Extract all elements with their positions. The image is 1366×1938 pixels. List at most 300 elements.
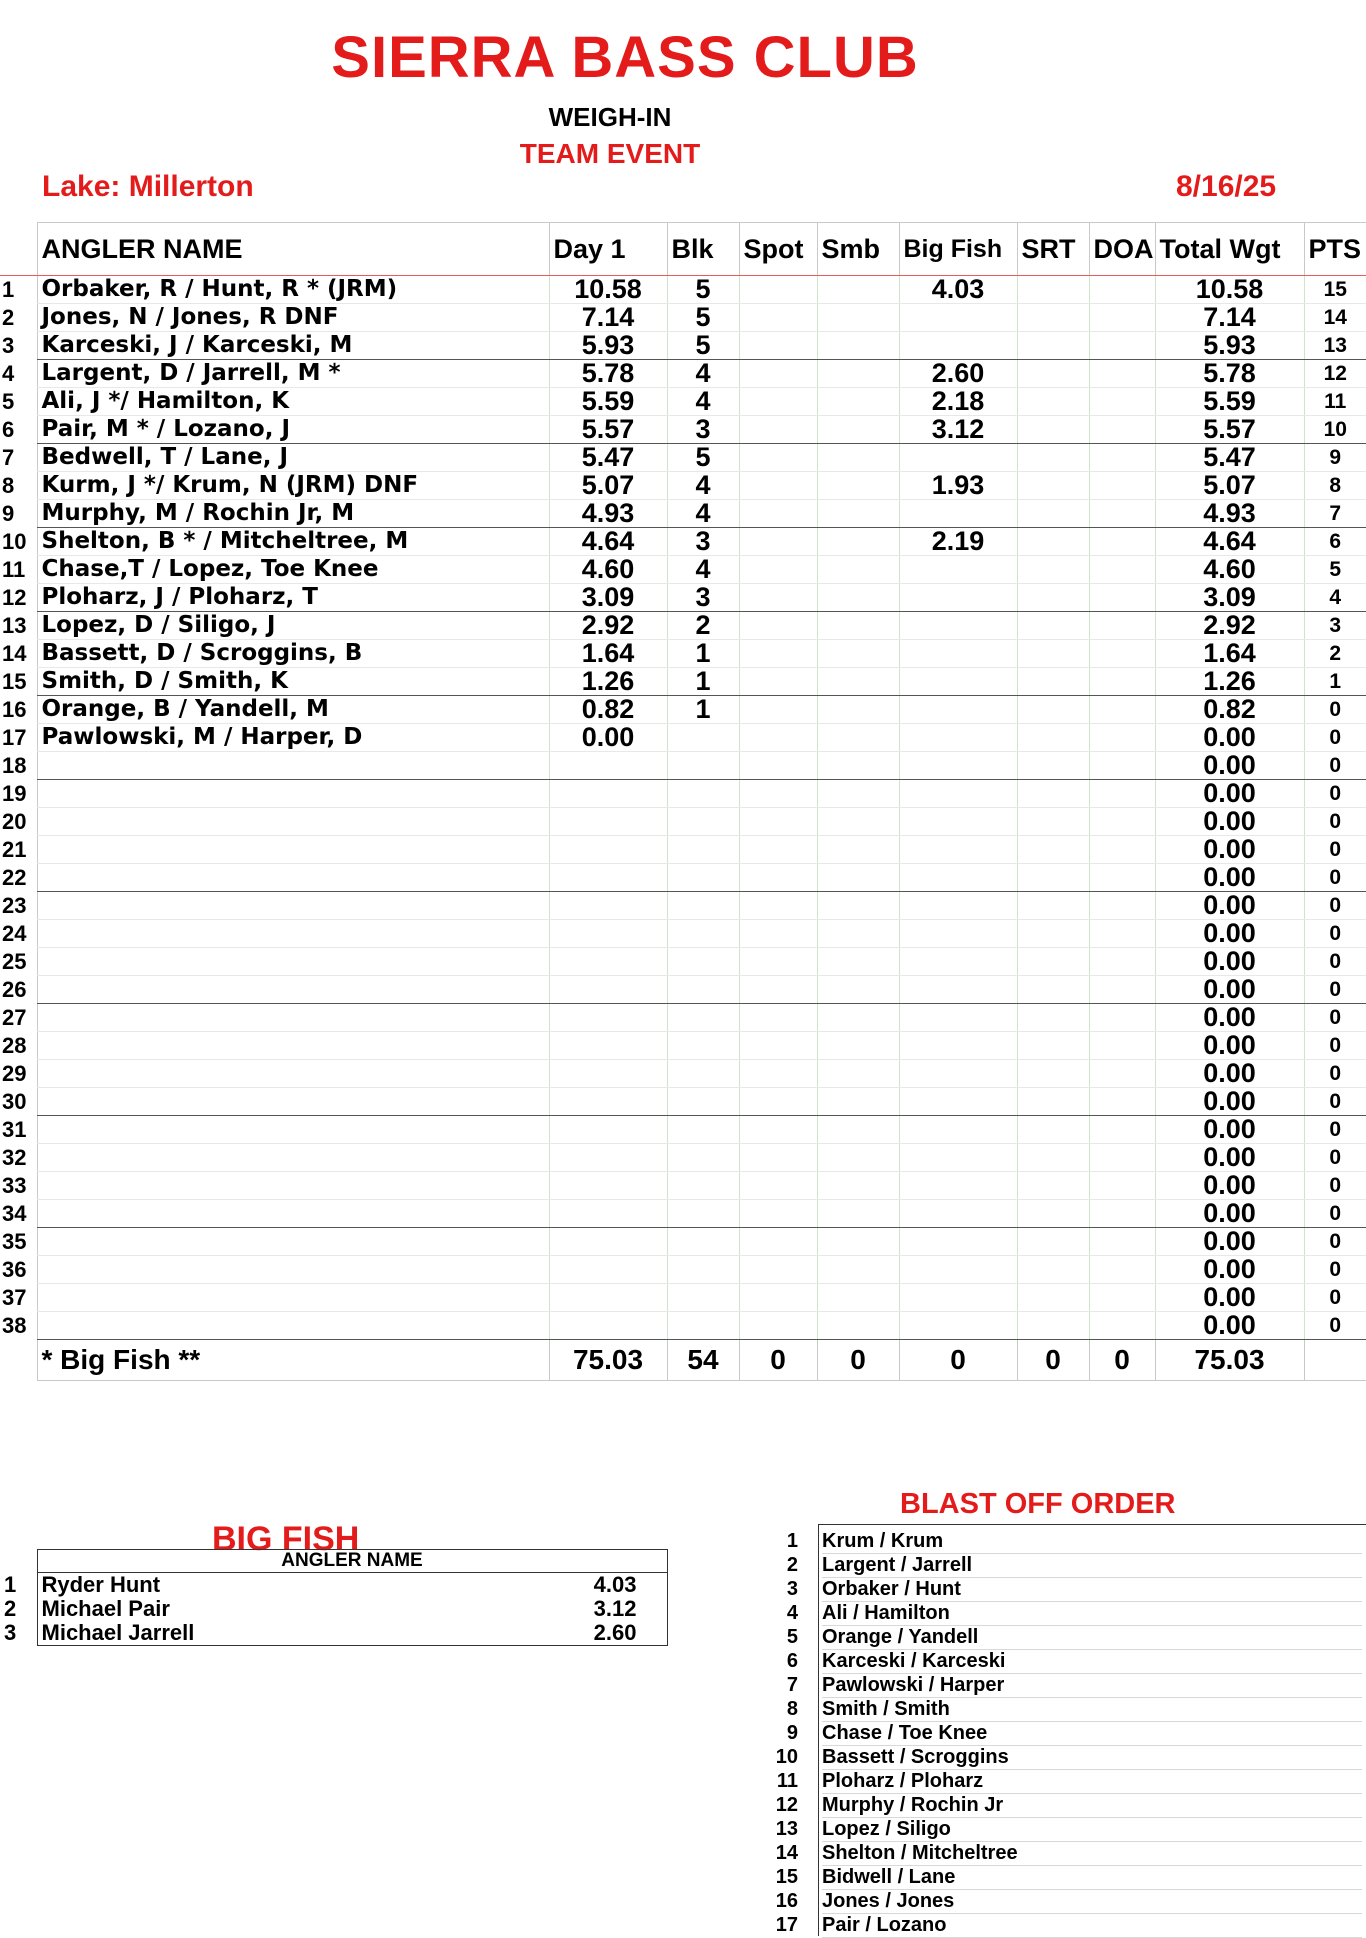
doa-count (1089, 1172, 1155, 1200)
row-number: 8 (2, 473, 15, 498)
spot-count (739, 948, 817, 976)
doa-count (1089, 1032, 1155, 1060)
points: 0 (1304, 1284, 1366, 1312)
angler-name: Bedwell, T / Lane, J (37, 444, 549, 472)
list-item (0, 1698, 1366, 1722)
doa-count (1089, 304, 1155, 332)
blk-count: 2 (667, 612, 739, 640)
total-weight: 0.00 (1155, 1172, 1304, 1200)
big-fish-weight (899, 668, 1017, 696)
blast-off-number: 16 (775, 1890, 798, 1912)
total-weight: 5.59 (1155, 388, 1304, 416)
blast-off-team: Chase / Toe Knee (822, 1722, 1362, 1746)
list-item (0, 1530, 1366, 1554)
srt-count (1017, 1312, 1089, 1340)
doa-count (1089, 1144, 1155, 1172)
doa-count (1089, 696, 1155, 724)
angler-name: Smith, D / Smith, K (37, 668, 549, 696)
blk-count: 5 (667, 444, 739, 472)
spot-count (739, 836, 817, 864)
doa-count (1089, 1228, 1155, 1256)
srt-count (1017, 724, 1089, 752)
angler-name (37, 1284, 549, 1312)
table-row (0, 948, 1366, 976)
points: 11 (1304, 388, 1366, 416)
row-number: 32 (2, 1145, 27, 1170)
total-weight: 5.93 (1155, 332, 1304, 360)
day1-header: Day 1 (549, 223, 667, 276)
angler-name (37, 1116, 549, 1144)
total-weight: 0.00 (1155, 976, 1304, 1004)
blast-off-title: BLAST OFF ORDER (900, 1488, 1176, 1520)
table-row (0, 500, 1366, 528)
total-weight: 0.00 (1155, 752, 1304, 780)
points: 4 (1304, 584, 1366, 612)
doa-count (1089, 584, 1155, 612)
event-type: TEAM EVENT (519, 138, 701, 169)
spot-count (739, 1144, 817, 1172)
smb-count (817, 1312, 899, 1340)
row-number: 2 (2, 305, 15, 330)
angler-name: Bassett, D / Scroggins, B (37, 640, 549, 668)
srt-count (1017, 640, 1089, 668)
blk-count: 5 (667, 304, 739, 332)
row-number: 7 (2, 445, 15, 470)
angler-name (37, 1004, 549, 1032)
blast-off-team: Bassett / Scroggins (822, 1746, 1362, 1770)
doa-count (1089, 1284, 1155, 1312)
points: 10 (1304, 416, 1366, 444)
spot-header: Spot (739, 223, 817, 276)
angler-name: Karceski, J / Karceski, M (37, 332, 549, 360)
srt-count (1017, 920, 1089, 948)
doa-count (1089, 1312, 1155, 1340)
table-row (0, 752, 1366, 780)
row-number: 36 (2, 1257, 27, 1282)
big-fish-weight (899, 304, 1017, 332)
blk-count: 1 (667, 696, 739, 724)
points: 0 (1304, 976, 1366, 1004)
big-fish-weight (899, 1116, 1017, 1144)
srt-count (1017, 1200, 1089, 1228)
big-fish-header: Big Fish (899, 223, 1017, 276)
srt-count (1017, 864, 1089, 892)
big-fish-weight (899, 640, 1017, 668)
points: 7 (1304, 500, 1366, 528)
spot-count (739, 332, 817, 360)
big-fish-weight (899, 584, 1017, 612)
table-row (0, 1032, 1366, 1060)
blk-count (667, 920, 739, 948)
blk-count (667, 1172, 739, 1200)
big-fish-weight (899, 920, 1017, 948)
doa-count (1089, 948, 1155, 976)
big-fish-weight: 4.03 (557, 1573, 667, 1598)
blk-count: 4 (667, 388, 739, 416)
srt-count (1017, 1256, 1089, 1284)
doa-count (1089, 556, 1155, 584)
blast-off-team: Karceski / Karceski (822, 1650, 1362, 1674)
doa-count (1089, 444, 1155, 472)
blk-count: 4 (667, 360, 739, 388)
day1-weight: 10.58 (549, 276, 667, 304)
blast-off-team: Murphy / Rochin Jr (822, 1794, 1362, 1818)
angler-name: Shelton, B * / Mitcheltree, M (37, 528, 549, 556)
smb-count (817, 668, 899, 696)
smb-count (817, 976, 899, 1004)
points: 15 (1304, 276, 1366, 304)
spot-count (739, 1004, 817, 1032)
blast-off-team: Shelton / Mitcheltree (822, 1842, 1362, 1866)
results-table (0, 222, 1366, 1381)
totals-srt: 0 (1017, 1340, 1089, 1381)
row-number: 26 (2, 977, 27, 1002)
row-number: 13 (2, 613, 27, 638)
big-fish-angler: Michael Pair (37, 1597, 557, 1621)
total-weight: 0.00 (1155, 920, 1304, 948)
blk-count (667, 1200, 739, 1228)
total-weight: 4.64 (1155, 528, 1304, 556)
table-row (0, 360, 1366, 388)
smb-count (817, 1060, 899, 1088)
spot-count (739, 276, 817, 304)
big-fish-weight (899, 892, 1017, 920)
angler-name (37, 836, 549, 864)
day1-weight (549, 1004, 667, 1032)
spot-count (739, 1088, 817, 1116)
points: 2 (1304, 640, 1366, 668)
row-number: 30 (2, 1089, 27, 1114)
big-fish-rank: 3 (4, 1620, 17, 1646)
srt-count (1017, 500, 1089, 528)
smb-count (817, 752, 899, 780)
spot-count (739, 1116, 817, 1144)
total-weight: 5.57 (1155, 416, 1304, 444)
points: 0 (1304, 752, 1366, 780)
srt-count (1017, 444, 1089, 472)
doa-count (1089, 612, 1155, 640)
smb-header: Smb (817, 223, 899, 276)
table-row (0, 556, 1366, 584)
srt-count (1017, 1060, 1089, 1088)
blast-off-number: 14 (775, 1842, 798, 1864)
blk-count (667, 976, 739, 1004)
smb-count (817, 1088, 899, 1116)
total-weight: 2.92 (1155, 612, 1304, 640)
blast-off-number: 10 (775, 1746, 798, 1768)
points: 0 (1304, 1116, 1366, 1144)
day1-weight (549, 1032, 667, 1060)
big-fish-weight (899, 724, 1017, 752)
blast-off-team: Ploharz / Ploharz (822, 1770, 1362, 1794)
srt-count (1017, 360, 1089, 388)
blast-off-team: Krum / Krum (822, 1530, 1362, 1554)
srt-header: SRT (1017, 223, 1089, 276)
big-fish-weight (899, 1172, 1017, 1200)
srt-count (1017, 416, 1089, 444)
angler-name: Largent, D / Jarrell, M * (37, 360, 549, 388)
day1-weight (549, 752, 667, 780)
total-weight: 0.00 (1155, 1144, 1304, 1172)
big-fish-weight (899, 1228, 1017, 1256)
angler-name (37, 1088, 549, 1116)
smb-count (817, 416, 899, 444)
big-fish-weight (899, 836, 1017, 864)
blast-off-number: 1 (786, 1530, 798, 1552)
list-item (0, 1842, 1366, 1866)
big-fish-weight (899, 1032, 1017, 1060)
total-weight: 0.00 (1155, 1256, 1304, 1284)
smb-count (817, 1284, 899, 1312)
total-weight: 0.00 (1155, 836, 1304, 864)
page-title: SIERRA BASS CLUB (331, 25, 919, 90)
table-row (0, 1284, 1366, 1312)
angler-name (37, 1256, 549, 1284)
big-fish-angler-header: ANGLER NAME (37, 1550, 667, 1573)
totals-number-cell (0, 1340, 37, 1381)
totals-day1: 75.03 (549, 1340, 667, 1381)
row-number: 22 (2, 865, 27, 890)
big-fish-weight (899, 1312, 1017, 1340)
total-weight: 0.00 (1155, 1312, 1304, 1340)
srt-count (1017, 1172, 1089, 1200)
day1-weight (549, 1088, 667, 1116)
lake-label: Lake: Millerton (42, 170, 254, 203)
smb-count (817, 1172, 899, 1200)
srt-count (1017, 584, 1089, 612)
blast-off-number: 9 (786, 1722, 798, 1744)
big-fish-weight (899, 696, 1017, 724)
table-row (0, 584, 1366, 612)
table-row (0, 528, 1366, 556)
angler-name (37, 892, 549, 920)
blast-off-number: 15 (775, 1866, 798, 1888)
blast-off-team: Ali / Hamilton (822, 1602, 1362, 1626)
total-weight: 4.60 (1155, 556, 1304, 584)
doa-count (1089, 332, 1155, 360)
blk-count (667, 808, 739, 836)
totals-row (0, 1340, 1366, 1381)
day1-weight (549, 1228, 667, 1256)
total-weight: 1.64 (1155, 640, 1304, 668)
points: 0 (1304, 892, 1366, 920)
doa-count (1089, 472, 1155, 500)
spot-count (739, 416, 817, 444)
table-row (0, 1228, 1366, 1256)
doa-count (1089, 1060, 1155, 1088)
day1-weight: 3.09 (549, 584, 667, 612)
day1-weight: 1.26 (549, 668, 667, 696)
srt-count (1017, 1228, 1089, 1256)
table-row (0, 920, 1366, 948)
day1-weight: 4.93 (549, 500, 667, 528)
table-row (0, 1200, 1366, 1228)
day1-weight (549, 1284, 667, 1312)
doa-count (1089, 808, 1155, 836)
points: 0 (1304, 696, 1366, 724)
srt-count (1017, 892, 1089, 920)
big-fish-weight: 2.18 (899, 388, 1017, 416)
srt-count (1017, 1144, 1089, 1172)
table-row (0, 640, 1366, 668)
row-number: 35 (2, 1229, 27, 1254)
day1-weight (549, 1060, 667, 1088)
spot-count (739, 1032, 817, 1060)
blast-off-number: 6 (786, 1650, 798, 1672)
spot-count (739, 752, 817, 780)
day1-weight (549, 1172, 667, 1200)
list-item (0, 1602, 1366, 1626)
table-row (0, 1144, 1366, 1172)
day1-weight: 4.64 (549, 528, 667, 556)
total-weight: 10.58 (1155, 276, 1304, 304)
total-weight: 0.00 (1155, 1284, 1304, 1312)
blk-count (667, 1116, 739, 1144)
points: 0 (1304, 1228, 1366, 1256)
angler-name (37, 1312, 549, 1340)
angler-name: Chase,T / Lopez, Toe Knee (37, 556, 549, 584)
totals-spot: 0 (739, 1340, 817, 1381)
smb-count (817, 388, 899, 416)
list-item (0, 1818, 1366, 1842)
total-weight-header: Total Wgt (1155, 223, 1304, 276)
blast-off-team: Largent / Jarrell (822, 1554, 1362, 1578)
row-number: 14 (2, 641, 27, 666)
blast-off-team: Smith / Smith (822, 1698, 1362, 1722)
angler-name: Orange, B / Yandell, M (37, 696, 549, 724)
row-number: 5 (2, 389, 15, 414)
day1-weight: 2.92 (549, 612, 667, 640)
list-item (0, 1794, 1366, 1818)
points: 3 (1304, 612, 1366, 640)
weigh-in-subtitle: WEIGH-IN (548, 102, 672, 132)
doa-count (1089, 668, 1155, 696)
table-row (0, 780, 1366, 808)
day1-weight (549, 948, 667, 976)
totals-pts (1304, 1340, 1366, 1381)
blk-count (667, 1228, 739, 1256)
row-number: 1 (2, 277, 15, 303)
points: 8 (1304, 472, 1366, 500)
doa-count (1089, 416, 1155, 444)
spot-count (739, 444, 817, 472)
blast-off-number: 3 (786, 1578, 798, 1600)
row-number: 3 (2, 333, 15, 358)
big-fish-title: BIG FISH (212, 1520, 360, 1558)
points: 0 (1304, 1032, 1366, 1060)
total-weight: 0.82 (1155, 696, 1304, 724)
list-item (0, 1674, 1366, 1698)
row-number: 27 (2, 1005, 27, 1030)
big-fish-weight (899, 332, 1017, 360)
blast-off-team: Lopez / Siligo (822, 1818, 1362, 1842)
results-header-row (0, 223, 1366, 276)
srt-count (1017, 304, 1089, 332)
srt-count (1017, 696, 1089, 724)
table-row (0, 304, 1366, 332)
blast-off-team: Orange / Yandell (822, 1626, 1362, 1650)
big-fish-weight (899, 864, 1017, 892)
points: 0 (1304, 948, 1366, 976)
doa-count (1089, 1256, 1155, 1284)
day1-weight: 0.82 (549, 696, 667, 724)
srt-count (1017, 472, 1089, 500)
srt-count (1017, 668, 1089, 696)
doa-count (1089, 836, 1155, 864)
blk-count: 4 (667, 472, 739, 500)
totals-smb: 0 (817, 1340, 899, 1381)
angler-name (37, 864, 549, 892)
smb-count (817, 948, 899, 976)
big-fish-angler: Michael Jarrell (37, 1621, 557, 1646)
totals-label: * Big Fish ** (37, 1340, 549, 1381)
smb-count (817, 528, 899, 556)
day1-weight: 5.57 (549, 416, 667, 444)
total-weight: 7.14 (1155, 304, 1304, 332)
big-fish-weight (899, 1060, 1017, 1088)
points: 0 (1304, 1144, 1366, 1172)
row-number: 9 (2, 501, 15, 526)
big-fish-weight (899, 780, 1017, 808)
angler-name (37, 976, 549, 1004)
srt-count (1017, 1284, 1089, 1312)
points: 0 (1304, 1312, 1366, 1340)
big-fish-weight (899, 1284, 1017, 1312)
spot-count (739, 1172, 817, 1200)
angler-name (37, 1200, 549, 1228)
srt-count (1017, 1116, 1089, 1144)
spot-count (739, 724, 817, 752)
big-fish-weight (899, 1144, 1017, 1172)
blk-count (667, 1256, 739, 1284)
totals-total: 75.03 (1155, 1340, 1304, 1381)
spot-count (739, 920, 817, 948)
blast-off-number: 5 (786, 1626, 798, 1648)
day1-weight (549, 1256, 667, 1284)
big-fish-weight (899, 556, 1017, 584)
big-fish-weight: 2.60 (557, 1621, 667, 1646)
srt-count (1017, 1088, 1089, 1116)
list-item (0, 1626, 1366, 1650)
table-row (0, 1172, 1366, 1200)
blk-count (667, 1032, 739, 1060)
angler-name (37, 1144, 549, 1172)
spot-count (739, 696, 817, 724)
row-number: 12 (2, 585, 27, 610)
angler-name (37, 1228, 549, 1256)
table-row (0, 808, 1366, 836)
smb-count (817, 304, 899, 332)
table-row (0, 1088, 1366, 1116)
list-item (0, 1578, 1366, 1602)
total-weight: 5.07 (1155, 472, 1304, 500)
big-fish-weight (899, 1256, 1017, 1284)
day1-weight: 5.59 (549, 388, 667, 416)
doa-count (1089, 976, 1155, 1004)
smb-count (817, 920, 899, 948)
table-row (0, 444, 1366, 472)
day1-weight (549, 1312, 667, 1340)
blast-off-team: Pair / Lozano (822, 1914, 1362, 1938)
day1-weight (549, 1144, 667, 1172)
list-item (0, 1866, 1366, 1890)
blk-count (667, 752, 739, 780)
list-item (0, 1890, 1366, 1914)
blk-count: 5 (667, 332, 739, 360)
points: 9 (1304, 444, 1366, 472)
doa-count (1089, 640, 1155, 668)
table-row (0, 1004, 1366, 1032)
